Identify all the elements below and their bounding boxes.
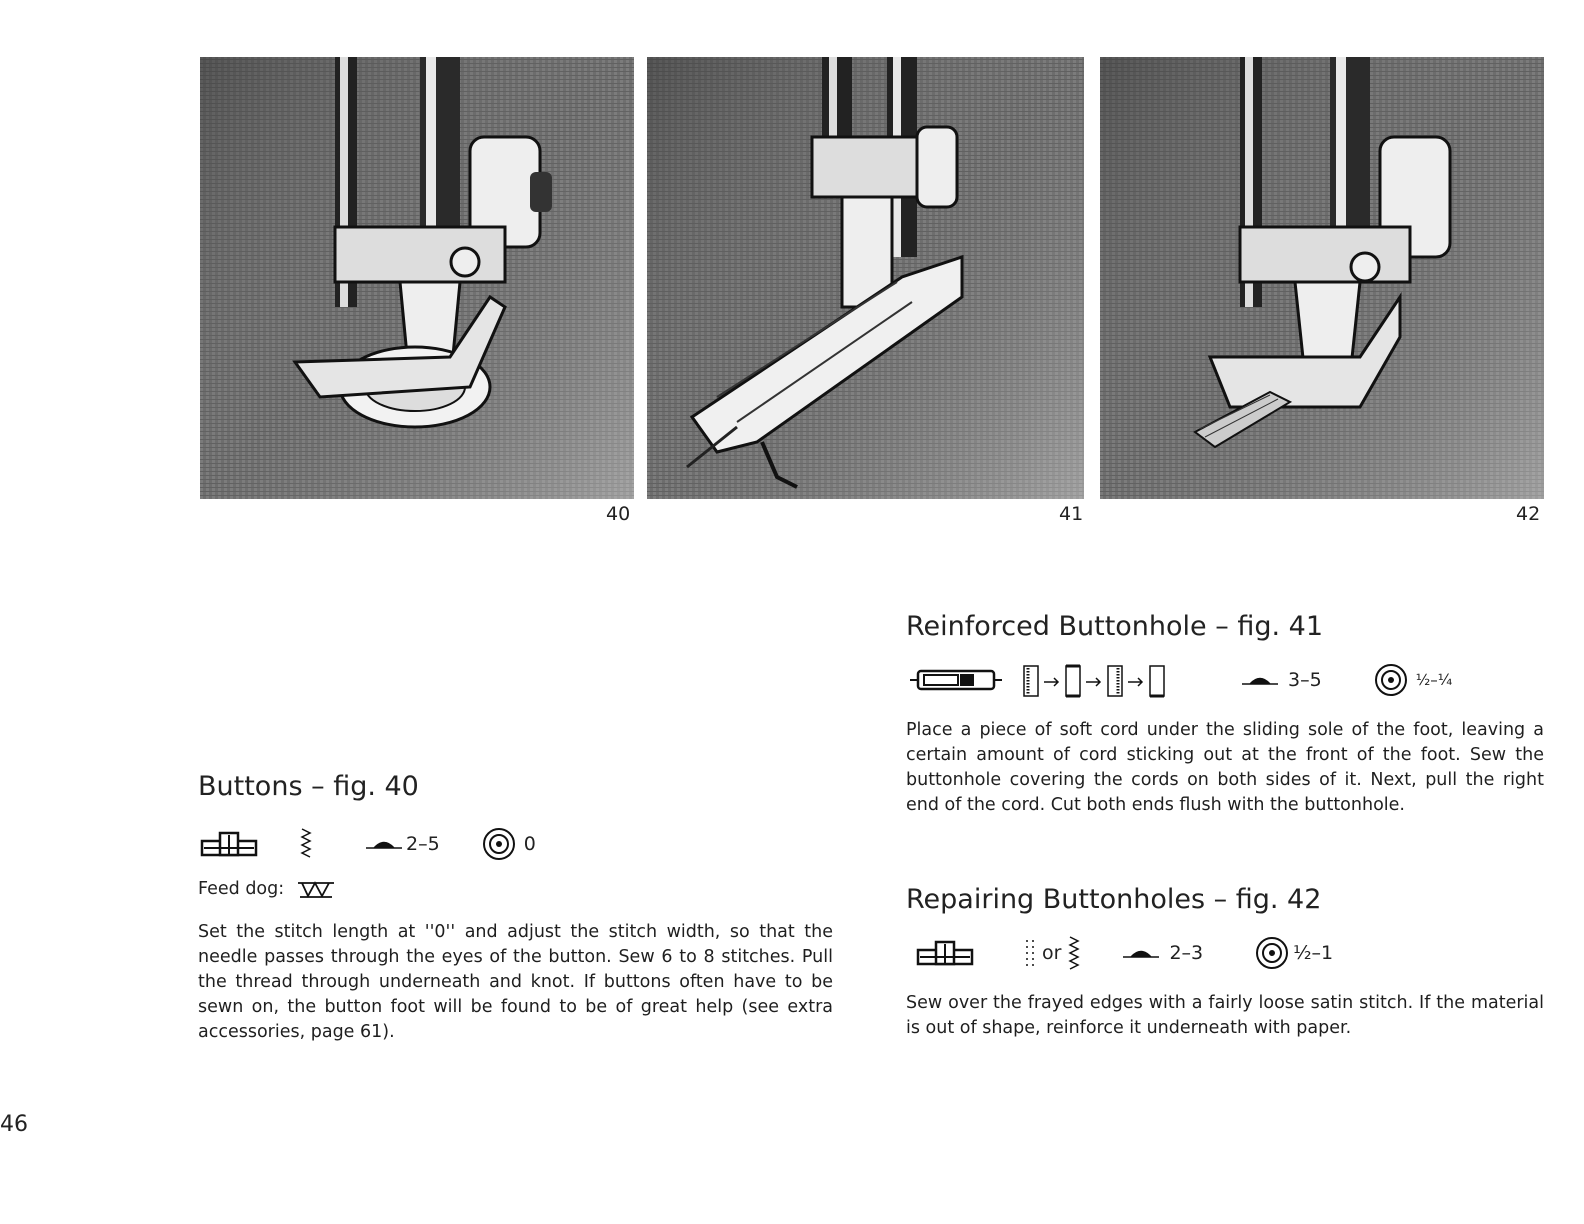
repairing-title: Repairing Buttonholes [906,884,1206,915]
buttons-fig-ref: – fig. 40 [311,771,419,802]
buttons-stitch-width: 0 [523,833,536,855]
figure-41-photo [647,57,1084,499]
stitch-width-dial-icon [1255,936,1289,970]
repairing-body: Sew over the frayed edges with a fairly loose satin stitch. If the material is out of shape, reinforce it underneath with paper. [906,993,1544,1038]
straight-stitch-icon [1022,936,1038,970]
zigzag-stitch-icon [1063,935,1085,971]
repairing-settings-row [916,935,1333,971]
reinforced-settings-row [908,662,1452,698]
figure-41-number: 41 [1059,503,1084,525]
zigzag-stitch-icon [294,827,318,861]
reinforced-stitch-width: ½–¼ [1415,671,1453,689]
reinforced-body: Place a piece of soft cord under the sliding sole of the foot, leaving a certain amount of cord sticking out at the front of the foot. Sew the buttonhole covering the cords on both sides of it. Next, pull the right end of the cord. Cut both ends flush with the buttonhole. [906,720,1544,815]
stitch-length-icon [1121,946,1161,960]
repairing-or-text: or [1042,942,1062,964]
repairing-fig-ref: – fig. 42 [1213,884,1322,915]
stitch-width-dial-icon [482,827,516,861]
reinforced-fig-ref: – fig. 41 [1215,611,1324,642]
figure-40-number: 40 [606,503,631,525]
buttons-body: Set the stitch length at ''0'' and adjust the stitch width, so that the needle passes through the eyes of the button. Sew 6 to 8 stitches. Pull the thread through underneath and knot. If buttons often have to be sewn on, the button foot will be found to be of great help (see extra accessories, page 61). [198,922,833,1042]
feed-dog-row [198,879,336,899]
buttons-stitch-length: 2–5 [406,833,440,855]
button-foot-icon [200,829,258,859]
figure-40-photo [200,57,634,499]
reinforced-stitch-length: 3–5 [1288,669,1322,691]
buttonhole-foot-icon [908,665,1004,695]
stitch-width-dial-icon [1374,663,1408,697]
repairing-stitch-length: 2–3 [1169,942,1204,964]
buttons-heading [198,771,419,802]
repairing-heading [906,884,1321,915]
buttonhole-foot-icon [916,938,974,968]
stitch-length-icon [1240,673,1280,687]
page-number: 46 [0,1112,28,1137]
feed-dog-label: Feed dog: [198,879,285,899]
stitch-length-icon [364,837,404,851]
buttonhole-sequence-icon [1020,660,1210,700]
figure-42-number: 42 [1516,503,1541,525]
buttons-settings-row [200,826,536,862]
reinforced-title: Reinforced Buttonhole [906,611,1207,642]
buttons-title: Buttons [198,771,303,802]
reinforced-heading [906,611,1323,642]
repairing-stitch-width: ½–1 [1293,942,1334,964]
feed-dog-lowered-icon [296,879,336,899]
figure-42-photo [1100,57,1544,499]
